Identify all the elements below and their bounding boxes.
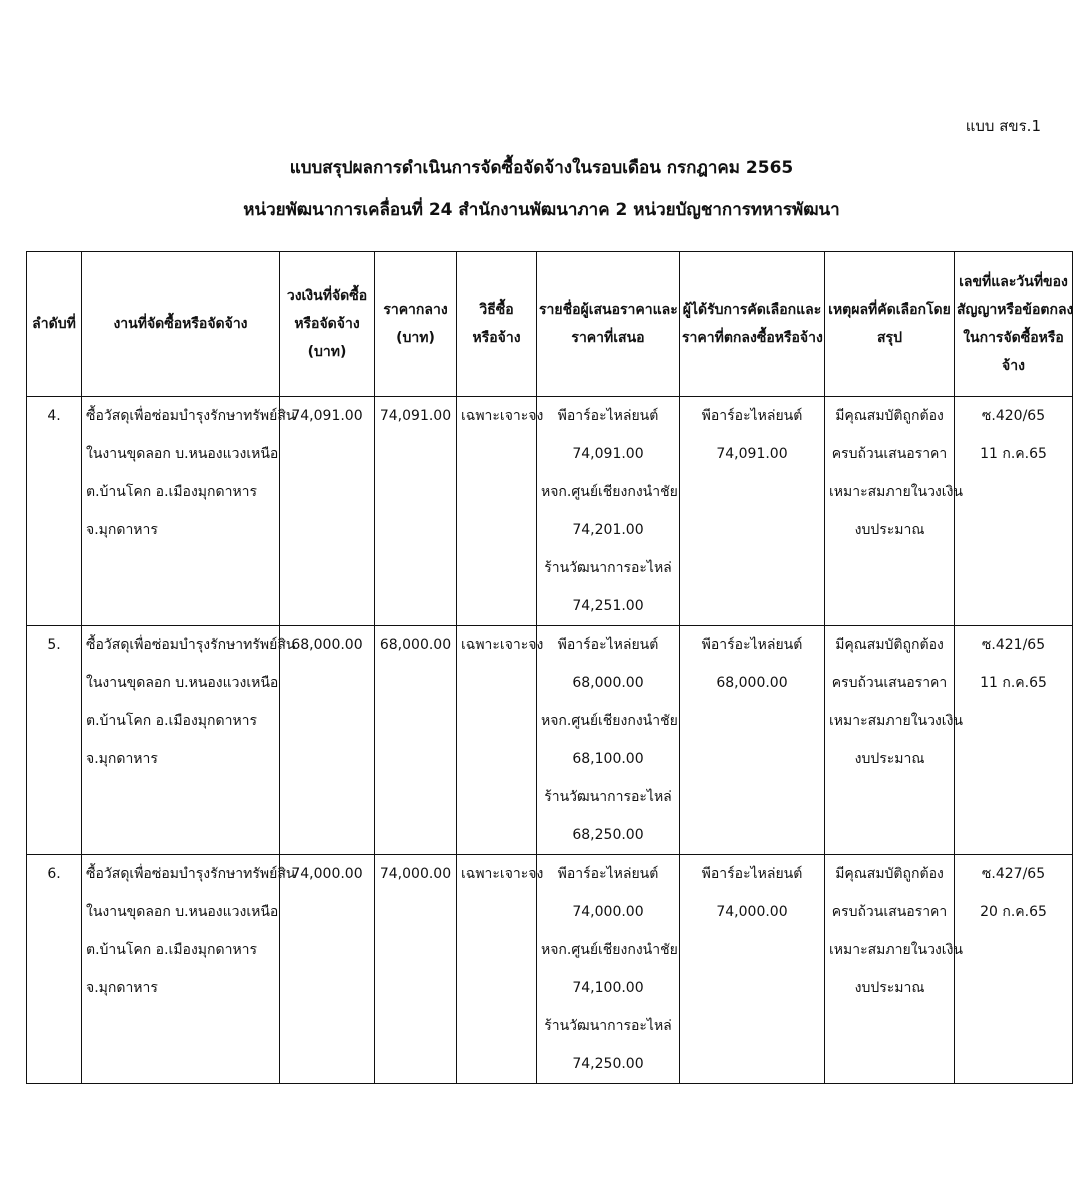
cell-bidders [537,855,680,1084]
cell-reason-line: ครบถ้วนเสนอราคา [831,446,948,462]
cell-work-line: ในงานขุดลอก บ.หนองแวงเหนือ [86,446,279,462]
cell-bidders-line: ร้านวัฒนาการอะไหล่ [544,789,672,805]
header-selected [680,252,825,397]
cell-reason-line: เหมาะสมภายในวงเงิน [829,713,963,729]
cell-bidders-line: 74,201.00 [572,522,644,538]
cell-reason-line: งบประมาณ [854,522,925,538]
cell-bidders-line: 68,000.00 [572,675,644,691]
cell-work-line: ซื้อวัสดุเพื่อซ่อมบำรุงรักษาทรัพย์สิน [86,866,296,882]
header-bidders [537,252,680,397]
cell-reason-line: ครบถ้วนเสนอราคา [831,675,948,691]
form-code: แบบ สขร.1 [965,117,1041,135]
cell-contract-line: 20 ก.ค.65 [980,904,1047,920]
cell-median-line: 74,091.00 [379,408,452,424]
cell-bidders-line: 74,100.00 [572,980,644,996]
header-no [27,252,82,397]
cell-contract [955,855,1073,1084]
cell-no-line: 6. [47,866,61,882]
cell-method [457,397,544,626]
cell-reason [825,626,963,855]
cell-reason-line: เหมาะสมภายในวงเงิน [829,484,963,500]
cell-contract-line: 11 ก.ค.65 [980,675,1047,691]
header-line: ผู้ได้รับการคัดเลือกและ [682,302,822,318]
header-budget [280,252,375,397]
cell-method-line: เฉพาะเจาะจง [461,408,544,424]
cell-contract-line: ซ.427/65 [981,866,1046,882]
header-line: หรือจ้าง [472,330,521,346]
cell-budget-line: 68,000.00 [291,637,363,653]
cell-reason-line: งบประมาณ [854,980,925,996]
cell-selected [680,397,825,626]
cell-median [375,397,457,626]
cell-selected-line: พีอาร์อะไหล่ยนต์ [701,866,803,882]
cell-bidders-line: 74,251.00 [572,598,644,614]
table-header-row [27,252,1073,397]
cell-method-line: เฉพาะเจาะจง [461,637,544,653]
header-line: รายชื่อผู้เสนอราคาและ [539,302,678,318]
cell-reason-line: มีคุณสมบัติถูกต้อง [835,866,944,882]
header-line: ลำดับที่ [32,316,76,332]
cell-bidders-line: หจก.ศูนย์เชียงกงนำชัย [541,713,678,729]
cell-bidders-line: 68,250.00 [572,827,644,843]
cell-work-line: ซื้อวัสดุเพื่อซ่อมบำรุงรักษาทรัพย์สิน [86,637,296,653]
header-line: วิธีซื้อ [479,302,514,318]
cell-contract-line: ซ.421/65 [981,637,1046,653]
cell-bidders-line: 68,100.00 [572,751,644,767]
cell-contract [955,397,1073,626]
table-row [27,855,1073,1084]
cell-selected-line: 68,000.00 [716,675,788,691]
cell-no [27,855,82,1084]
cell-bidders-line: 74,250.00 [572,1056,644,1072]
cell-reason [825,855,963,1084]
header-line: วงเงินที่จัดซื้อ [286,288,368,304]
cell-median [375,855,457,1084]
cell-bidders-line: หจก.ศูนย์เชียงกงนำชัย [541,484,678,500]
cell-work-line: จ.มุกดาหาร [86,980,158,996]
header-method [457,252,537,397]
cell-bidders-line: พีอาร์อะไหล่ยนต์ [557,408,659,424]
cell-bidders-line: ร้านวัฒนาการอะไหล่ [544,560,672,576]
header-line: จ้าง [1002,358,1025,374]
cell-contract [955,626,1073,855]
cell-work-line: ต.บ้านโคก อ.เมืองมุกดาหาร [86,713,258,729]
cell-contract-line: ซ.420/65 [981,408,1046,424]
cell-bidders [537,397,680,626]
cell-work [82,855,296,1084]
cell-selected [680,855,825,1084]
header-line: ในการจัดซื้อหรือ [963,330,1064,346]
cell-method [457,626,544,855]
header-line: ราคาที่เสนอ [571,330,645,346]
cell-work [82,626,296,855]
header-median [375,252,457,397]
table-row [27,397,1073,626]
cell-work-line: ในงานขุดลอก บ.หนองแวงเหนือ [86,904,279,920]
cell-median-line: 74,000.00 [379,866,452,882]
cell-median-line: 68,000.00 [379,637,452,653]
cell-work-line: ต.บ้านโคก อ.เมืองมุกดาหาร [86,942,258,958]
cell-bidders-line: ร้านวัฒนาการอะไหล่ [544,1018,672,1034]
cell-no [27,626,82,855]
cell-contract-line: 11 ก.ค.65 [980,446,1047,462]
cell-selected-line: 74,091.00 [716,446,788,462]
header-line: หรือจัดจ้าง [294,316,360,332]
header-line: ราคากลาง [383,302,448,318]
cell-reason-line: ครบถ้วนเสนอราคา [831,904,948,920]
cell-median [375,626,457,855]
cell-no-line: 4. [47,408,61,424]
cell-bidders-line: 74,091.00 [572,446,644,462]
cell-bidders-line: หจก.ศูนย์เชียงกงนำชัย [541,942,678,958]
cell-reason [825,397,963,626]
document-title: แบบสรุปผลการดำเนินการจัดซื้อจัดจ้างในรอบเดือน กรกฎาคม 2565 [289,158,794,178]
cell-reason-line: มีคุณสมบัติถูกต้อง [835,408,944,424]
cell-work-line: ในงานขุดลอก บ.หนองแวงเหนือ [86,675,279,691]
cell-bidders [537,626,680,855]
cell-method-line: เฉพาะเจาะจง [461,866,544,882]
header-line: สรุป [877,330,902,346]
cell-bidders-line: พีอาร์อะไหล่ยนต์ [557,637,659,653]
cell-selected [680,626,825,855]
header-reason [825,252,955,397]
cell-no [27,397,82,626]
header-line: (บาท) [396,330,435,346]
cell-work [82,397,296,626]
cell-selected-line: 74,000.00 [716,904,788,920]
header-line: เหตุผลที่คัดเลือกโดย [828,302,951,318]
cell-bidders-line: 74,000.00 [572,904,644,920]
cell-budget-line: 74,091.00 [291,408,363,424]
cell-budget [280,855,375,1084]
table-body [27,397,1073,1084]
table-row [27,626,1073,855]
document-subtitle: หน่วยพัฒนาการเคลื่อนที่ 24 สำนักงานพัฒนาภาค 2 หน่วยบัญชาการทหารพัฒนา [243,200,840,220]
cell-reason-line: งบประมาณ [854,751,925,767]
cell-work-line: จ.มุกดาหาร [86,522,158,538]
cell-reason-line: เหมาะสมภายในวงเงิน [829,942,963,958]
header-line: งานที่จัดซื้อหรือจัดจ้าง [113,316,248,332]
header-line: ราคาที่ตกลงซื้อหรือจ้าง [682,330,823,346]
cell-budget [280,626,375,855]
cell-work-line: ซื้อวัสดุเพื่อซ่อมบำรุงรักษาทรัพย์สิน [86,408,296,424]
header-work [82,252,280,397]
procurement-summary-table [26,251,1073,1084]
cell-budget [280,397,375,626]
cell-bidders-line: พีอาร์อะไหล่ยนต์ [557,866,659,882]
header-line: เลขที่และวันที่ของ [959,274,1068,290]
cell-work-line: ต.บ้านโคก อ.เมืองมุกดาหาร [86,484,258,500]
cell-reason-line: มีคุณสมบัติถูกต้อง [835,637,944,653]
header-contract [955,252,1073,397]
cell-work-line: จ.มุกดาหาร [86,751,158,767]
cell-selected-line: พีอาร์อะไหล่ยนต์ [701,408,803,424]
cell-method [457,855,544,1084]
cell-selected-line: พีอาร์อะไหล่ยนต์ [701,637,803,653]
header-line: (บาท) [307,344,347,360]
header-line: สัญญาหรือข้อตกลง [957,302,1074,318]
cell-budget-line: 74,000.00 [291,866,363,882]
cell-no-line: 5. [47,637,61,653]
